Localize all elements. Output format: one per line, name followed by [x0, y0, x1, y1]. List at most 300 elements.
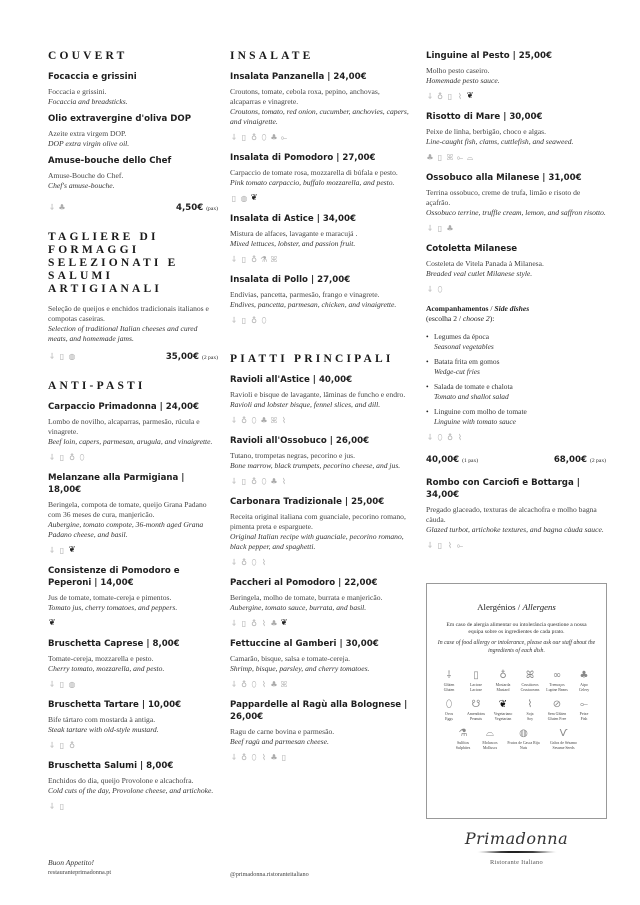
- lactose-icon: ▯: [473, 670, 479, 681]
- allergen-icons: [230, 193, 410, 204]
- allergen-legend-molluscs: [477, 727, 504, 750]
- menu-column-3: [426, 50, 606, 560]
- side-dish-item: [426, 407, 606, 426]
- allergen-icons: [426, 223, 606, 234]
- gluten-icon: ⸸: [50, 680, 54, 689]
- dish-name: Ravioli all'Ossobuco | 26,00€: [230, 436, 370, 446]
- sulphites-icon: ⚗: [260, 255, 268, 264]
- allergen-label-pt: Amendoins: [467, 712, 485, 717]
- mustard-icon: ♁: [69, 453, 75, 462]
- lactose-icon: ▯: [447, 92, 453, 101]
- egg-icon: ⬯: [261, 133, 267, 142]
- soy-icon: ⌇: [282, 416, 286, 425]
- allergen-legend-peanuts: [463, 698, 490, 721]
- lactose-icon: ▯: [437, 153, 443, 162]
- mustard-icon: ♁: [251, 255, 257, 264]
- dish-name: Paccheri al Pomodoro | 22,00€: [230, 578, 378, 588]
- dish-description-pt: Tomate-cereja, mozzarella e pesto.: [48, 654, 154, 663]
- dish-description-en: Focaccia and breadsticks.: [48, 97, 128, 106]
- allergen-label-pt: Moluscos: [482, 741, 498, 746]
- dish-description-en: Shrimp, bisque, parsley, and cherry tomatoes.: [230, 664, 370, 673]
- price-value: 68,00€: [553, 455, 587, 465]
- fish-icon: ⟜: [280, 133, 288, 142]
- allergen-legend-celery: [571, 669, 598, 692]
- allergen-label-pt: Aipo: [580, 683, 588, 687]
- soy-icon: ⌇: [262, 619, 266, 628]
- fish-icon: ⟜: [456, 153, 464, 162]
- side-dish-pt: Legumes da época: [434, 332, 489, 341]
- lactose-icon: ▯: [59, 453, 65, 462]
- gluten-icon: ⸸: [50, 741, 54, 750]
- dish-item: [48, 113, 218, 149]
- dish-name: Fettuccine al Gamberi | 30,00€: [230, 639, 379, 649]
- allergen-label-pt: Sem Glúten: [547, 712, 567, 717]
- dish-item: [230, 496, 410, 568]
- menu-column-1: [48, 50, 218, 821]
- molluscs-icon: ⌓: [466, 153, 474, 162]
- mustard-icon: ♁: [251, 133, 257, 142]
- gluten-icon: ⸸: [50, 802, 54, 811]
- dish-description-en: Ossobuco terrine, truffle cream, lemon, and saffron risotto.: [426, 208, 606, 217]
- mustard-icon: ♁: [447, 433, 453, 442]
- mustard-icon: ♁: [251, 619, 257, 628]
- dish-name: Linguine al Pesto | 25,00€: [426, 51, 552, 61]
- allergen-label-en: Sulphites: [455, 745, 471, 750]
- allergens-grid: [435, 669, 598, 751]
- dish-name: Amuse-bouche dello Chef: [48, 156, 172, 166]
- dish-description-en: Mixed lettuces, lobster, and passion fruit.: [230, 239, 356, 248]
- allergen-label-en: Soy: [526, 716, 534, 721]
- price-2-pax: [554, 455, 606, 465]
- nuts-icon: ◍: [519, 728, 528, 740]
- celery-icon: ♣: [270, 477, 278, 486]
- dish-description-pt: Ragu de carne bovina e parmesão.: [230, 727, 335, 736]
- dish-description-pt: Beringela, compota de tomate, queijo Grana Padano com 36 meses de cura, manjericão.: [48, 500, 207, 519]
- allergen-icons: [230, 132, 410, 143]
- dish-description-pt: Jus de tomate, tomate-cereja e pimentos.: [48, 593, 172, 602]
- dish-description-en: Cherry tomato, mozzarella, and pesto.: [48, 664, 165, 673]
- section-title-antipasti: ANTI-PASTI: [48, 380, 146, 392]
- celery-icon: ♣: [270, 619, 278, 628]
- allergen-legend-fish: [571, 698, 598, 721]
- celery-icon: ♣: [58, 203, 66, 212]
- dish-item: [426, 243, 606, 295]
- crustaceans-icon: ꕤ: [280, 680, 288, 689]
- egg-icon: ⬯: [437, 433, 443, 442]
- side-choose-en: choose 2: [462, 314, 490, 323]
- mustard-icon: ♁: [241, 558, 247, 567]
- gluten-icon: ⸸: [232, 619, 236, 628]
- dish-description-pt: Seleção de queijos e enchidos tradicionais italianos e compotas caseiras.: [48, 304, 209, 323]
- gluten-icon: ⸸: [50, 453, 54, 462]
- allergen-label-en: Lactose: [469, 687, 483, 692]
- vegetarian-icon: ❦: [280, 618, 288, 628]
- dish-name: Ossobuco alla Milanese | 31,00€: [426, 173, 582, 183]
- gluten-icon: ⸸: [50, 203, 54, 212]
- lactose-icon: ▯: [437, 541, 443, 550]
- lactose-icon: ▯: [59, 741, 65, 750]
- soy-icon: ⌇: [448, 541, 452, 550]
- allergen-legend-gluten-free: [544, 698, 571, 721]
- side-dishes-heading-pt: Acompanhamentos: [426, 304, 489, 313]
- dish-description-en: Line-caught fish, clams, cuttlefish, and seaweed.: [426, 137, 574, 146]
- allergen-label-en: Nuts: [519, 745, 528, 750]
- mustard-icon: ♁: [69, 741, 75, 750]
- mustard-icon: ♁: [241, 680, 247, 689]
- celery-icon: ♣: [426, 153, 434, 162]
- allergen-icons: [230, 415, 410, 426]
- price-value: 35,00€: [165, 352, 199, 362]
- allergen-icons: [230, 557, 410, 568]
- dish-description-en: Beef loin, capers, parmesan, arugula, and vinaigrette.: [48, 437, 213, 446]
- celery-icon: ♣: [260, 416, 268, 425]
- soy-icon: ⌇: [262, 680, 266, 689]
- allergen-label-en: Crustaceans: [520, 687, 540, 692]
- egg-icon: ⬯: [251, 558, 257, 567]
- dish-description-pt: Croutons, tomate, cebola roxa, pepino, anchovas, alcaparras e vinagrete.: [230, 87, 380, 106]
- dish-description-en: Aubergine, tomato compote, 36-month aged Grana Padano cheese, and basil.: [48, 520, 204, 539]
- dish-name: Insalata di Pomodoro | 27,00€: [230, 153, 376, 163]
- dish-description-pt: Molho pesto caseiro.: [426, 66, 490, 75]
- allergen-label-pt: Mostarda: [495, 683, 511, 687]
- vegetarian-icon: ❦: [68, 545, 76, 555]
- side-dish-item: [426, 357, 606, 376]
- couvert-price-row: [48, 197, 218, 213]
- dish-item: [230, 374, 410, 426]
- footer-website[interactable]: restauranteprimadonna.pt: [48, 869, 112, 876]
- dish-item: [426, 50, 606, 102]
- sulphites-icon: ⚗: [458, 728, 468, 740]
- allergen-label-pt: Peixe: [579, 712, 589, 717]
- dish-item: [48, 401, 218, 463]
- dish-name: Insalata Panzanella | 24,00€: [230, 72, 367, 82]
- couvert-price: [176, 203, 218, 213]
- side-dish-item: [426, 382, 606, 401]
- gluten-free-icon: ⊘: [552, 699, 562, 711]
- dish-name: Insalata di Astice | 34,00€: [230, 214, 356, 224]
- allergen-legend-sesame: [544, 727, 584, 750]
- dish-item: [48, 472, 218, 556]
- dish-item: [230, 577, 410, 629]
- dish-description-pt: Terrina ossobuco, creme de trufa, limão e risoto de açafrão.: [426, 188, 581, 207]
- dish-description-en: Bone marrow, black trumpets, pecorino cheese, and jus.: [230, 461, 401, 470]
- allergen-label-pt: Frutos de Casca Rija: [507, 741, 540, 746]
- side-dishes-heading: Acompanhamentos / Side dishes (escolha 2 / choose 2):: [426, 304, 530, 323]
- soy-icon: ⌇: [262, 753, 266, 762]
- allergen-legend-lactose: [463, 669, 490, 692]
- logo-wordmark: Primadonna: [464, 829, 569, 848]
- allergen-icons: [48, 740, 218, 751]
- dish-item: [230, 152, 410, 204]
- side-dish-en: Tomato and shallot salad: [434, 391, 509, 401]
- dish-description-pt: Endívias, pancetta, parmesão, frango e vinagrete.: [230, 290, 380, 299]
- dish-description-en: Chef's amuse-bouche.: [48, 181, 115, 190]
- dish-name: Cotoletta Milanese: [426, 244, 518, 254]
- gluten-icon: ⸸: [428, 92, 432, 101]
- vegetarian-icon: ❦: [48, 618, 56, 628]
- dish-item: [426, 111, 606, 163]
- crustaceans-icon: ꕤ: [446, 153, 454, 162]
- gluten-icon: ⸸: [232, 558, 236, 567]
- price-note: (1 pax): [462, 458, 479, 464]
- gluten-icon: ⸸: [428, 285, 432, 294]
- mustard-icon: ♁: [437, 92, 443, 101]
- dish-name: Bruschetta Tartare | 10,00€: [48, 700, 182, 710]
- dish-item: [230, 435, 410, 487]
- taglieri-price-row: [48, 346, 218, 362]
- side-dish-pt: Salada de tomate e chalota: [434, 382, 513, 391]
- dish-name: Focaccia e grissini: [48, 72, 137, 82]
- dish-name: Melanzane alla Parmigiana | 18,00€: [48, 473, 185, 495]
- gluten-icon: ⸸: [232, 477, 236, 486]
- allergen-label-en: Gluten Free: [547, 716, 567, 721]
- gluten-icon: ⸸: [428, 224, 432, 233]
- allergens-title-pt: Alergénios /: [477, 602, 523, 612]
- dish-name: Pappardelle al Ragù alla Bolognese | 26,00€: [230, 700, 408, 722]
- mustard-icon: ♁: [241, 753, 247, 762]
- dish-name: Insalata di Pollo | 27,00€: [230, 275, 351, 285]
- celery-icon: ♣: [270, 680, 278, 689]
- nuts-icon: ◍: [240, 194, 248, 203]
- fish-icon: ⟜: [580, 699, 588, 711]
- dish-description-pt: Mistura de alfaces, lavagante e maracujá .: [230, 229, 358, 238]
- dish-item: [48, 638, 218, 690]
- egg-icon: ⬯: [251, 753, 257, 762]
- allergen-label-pt: Vegetariano: [493, 712, 513, 717]
- side-dish-en: Linguine with tomato sauce: [434, 416, 516, 426]
- vegetarian-icon: ❦: [250, 193, 258, 203]
- restaurant-logo: [426, 830, 607, 866]
- dish-description-en: Original Italian recipe with guanciale, pecorino romano, black pepper, and spaghetti.: [230, 532, 404, 551]
- lactose-icon: ▯: [59, 546, 65, 555]
- allergen-label-pt: Grãos de Sésamo: [549, 741, 577, 746]
- dish-description-pt: Costeleta de Vitela Panada à Milanesa.: [426, 259, 544, 268]
- side-dish-en: Seasonal vegetables: [434, 341, 494, 351]
- gluten-icon: ⸸: [232, 416, 236, 425]
- allergen-icons: [48, 545, 218, 556]
- allergen-legend-egg: [436, 698, 463, 721]
- soy-icon: ⌇: [282, 477, 286, 486]
- dish-description-en: Endives, pancetta, parmesan, chicken, and vinaigrette.: [230, 300, 397, 309]
- allergen-label-en: Molluscs: [482, 745, 498, 750]
- dish-description-pt: Foccacia e grissini.: [48, 87, 107, 96]
- side-choose-pt: (escolha 2 /: [426, 314, 463, 323]
- gluten-icon: ⸸: [232, 753, 236, 762]
- allergen-icons: [230, 476, 410, 487]
- allergen-icons: [426, 284, 606, 295]
- lactose-icon: ▯: [281, 753, 287, 762]
- dish-description-pt: Camarão, bisque, salsa e tomate-cereja.: [230, 654, 350, 663]
- celery-icon: ♣: [579, 670, 589, 681]
- dish-item: [48, 71, 218, 107]
- dish-description-pt: Azeite extra virgem DOP.: [48, 129, 127, 138]
- lupin-icon: ∞: [552, 670, 562, 681]
- price-note: (pax): [206, 206, 218, 212]
- section-title-insalate: INSALATE: [230, 50, 314, 62]
- crustaceans-icon: ꕤ: [270, 416, 278, 425]
- allergens-title-en: Allergens: [522, 602, 556, 612]
- egg-icon: ⬯: [437, 285, 443, 294]
- allergen-legend-gluten: [436, 669, 463, 692]
- dish-description-en: Breaded veal cutlet Milanese style.: [426, 269, 533, 278]
- price-value: 4,50€: [176, 203, 204, 213]
- vegetarian-icon: ❦: [466, 91, 474, 101]
- dish-item: [48, 699, 218, 751]
- dish-description-pt: Bife tártaro com mostarda à antiga.: [48, 715, 156, 724]
- dish-description-pt: Peixe de linha, berbigão, choco e algas.: [426, 127, 546, 136]
- allergens-notice-pt: Em caso de alergia alimentar ou intolerância questione a nossa equipa sobre os ingredientes de cada prato.: [446, 622, 587, 635]
- egg-icon: ⬯: [261, 477, 267, 486]
- dish-name: Bruschetta Caprese | 8,00€: [48, 639, 180, 649]
- allergen-label-pt: Sulfitos: [456, 741, 470, 746]
- allergen-label-pt: Tremoços: [549, 683, 565, 687]
- dish-description-en: Glazed turbot, artichoke textures, and bagna càuda sauce.: [426, 525, 604, 534]
- soy-icon: ⌇: [527, 699, 533, 711]
- allergen-icons: [48, 679, 218, 690]
- allergen-legend-crustaceans: [517, 669, 544, 692]
- peanuts-icon: ☋: [471, 699, 481, 711]
- side-choose-end: ):: [489, 314, 495, 323]
- allergen-icons: [426, 432, 606, 443]
- gluten-icon: ⸸: [232, 316, 236, 325]
- lactose-icon: ▯: [241, 255, 247, 264]
- price-note: (2 pax): [590, 458, 606, 464]
- fish-icon: ⟜: [456, 541, 464, 550]
- allergen-legend-mustard: [490, 669, 517, 692]
- lactose-icon: ▯: [241, 619, 247, 628]
- celery-icon: ♣: [270, 753, 278, 762]
- celery-icon: ♣: [270, 133, 278, 142]
- dish-name: Risotto di Mare | 30,00€: [426, 112, 543, 122]
- allergen-icons: [426, 152, 606, 163]
- lactose-icon: ▯: [241, 316, 247, 325]
- allergen-icons: [48, 801, 218, 812]
- allergen-icons: [230, 679, 410, 690]
- dish-item: [426, 172, 606, 234]
- allergen-icons: [230, 752, 410, 763]
- gluten-icon: ⸸: [446, 670, 452, 681]
- mustard-icon: ♁: [251, 477, 257, 486]
- nuts-icon: ◍: [68, 352, 76, 361]
- dish-name: Rombo con Carciofi e Bottarga | 34,00€: [426, 478, 580, 500]
- allergen-label-en: Lupine Beans: [546, 687, 568, 692]
- allergen-icons: [230, 315, 410, 326]
- allergen-icons: [230, 254, 410, 265]
- sesame-icon: Ѵ: [559, 728, 568, 740]
- dish-description-pt: Receita original italiana com guanciale, pecorino romano, pimenta preta e esparguete.: [230, 512, 406, 531]
- dish-rombo: [426, 477, 606, 551]
- allergen-icons: [230, 618, 410, 629]
- dish-description-pt: Enchidos do dia, queijo Provolone e alcachofra.: [48, 776, 194, 785]
- dish-name: Ravioli all'Astice | 40,00€: [230, 375, 353, 385]
- allergen-legend-sulphites: [450, 727, 477, 750]
- lactose-icon: ▯: [59, 680, 65, 689]
- allergen-label-en: Mustard: [496, 687, 510, 692]
- dish-description-en: Homemade pesto sauce.: [426, 76, 500, 85]
- allergen-icons: [48, 452, 218, 463]
- allergen-legend-nuts: [504, 727, 544, 750]
- menu-column-2: [230, 50, 410, 772]
- price-1-pax: [426, 455, 478, 465]
- dish-name: Carpaccio Primadonna | 24,00€: [48, 402, 199, 412]
- cotoletta-prices: [426, 455, 606, 465]
- mustard-icon: ♁: [241, 416, 247, 425]
- footer-instagram[interactable]: @primadonna.ristoranteitaliano: [230, 871, 309, 878]
- dish-description-en: Beef ragù and parmesan cheese.: [230, 737, 329, 746]
- egg-icon: ⬯: [445, 699, 453, 711]
- gluten-icon: ⸸: [428, 433, 432, 442]
- gluten-icon: ⸸: [428, 541, 432, 550]
- mustard-icon: ♁: [499, 670, 507, 681]
- allergen-label-en: Gluten: [443, 687, 455, 692]
- celery-icon: ♣: [446, 224, 454, 233]
- allergen-label-en: Sesame Seeds: [552, 745, 575, 750]
- dish-item: [230, 213, 410, 265]
- nuts-icon: ◍: [68, 680, 76, 689]
- section-title-piatti-principali: PIATTI PRINCIPALI: [230, 353, 394, 365]
- lactose-icon: ▯: [437, 224, 443, 233]
- dish-description-en: DOP extra virgin olive oil.: [48, 139, 130, 148]
- dish-item: [230, 699, 410, 763]
- dish-name: Carbonara Tradizionale | 25,00€: [230, 497, 385, 507]
- logo-subtitle: Ristorante Italiano: [489, 859, 544, 866]
- dish-description-pt: Amuse-Bouche do Chef.: [48, 171, 124, 180]
- dish-description-en: Cold cuts of the day, Provolone cheese, and artichoke.: [48, 786, 214, 795]
- dish-item: [230, 638, 410, 690]
- dish-name: Olio extravergine d'oliva DOP: [48, 114, 192, 124]
- allergen-label-en: Vegetarian: [494, 716, 512, 721]
- lactose-icon: ▯: [59, 352, 65, 361]
- side-dish-pt: Linguine com molho de tomate: [434, 407, 527, 416]
- crustaceans-icon: ꕤ: [525, 670, 535, 681]
- dish-description-pt: Ravioli e bisque de lavagante, lâminas de funcho e endro.: [230, 390, 406, 399]
- dish-description-en: Steak tartare with old-style mustard.: [48, 725, 159, 734]
- dish-description-en: Ravioli and lobster bisque, fennel slices, and dill.: [230, 400, 381, 409]
- soy-icon: ⌇: [262, 558, 266, 567]
- section-title-taglieri: TAGLIERE DI FORMAGGI SELEZIONATI E SALUMI ARTIGIANALI: [48, 231, 179, 295]
- allergens-title: [435, 602, 598, 612]
- gluten-icon: ⸸: [50, 546, 54, 555]
- allergen-icons: [48, 618, 218, 629]
- gluten-icon: ⸸: [232, 680, 236, 689]
- soy-icon: ⌇: [458, 92, 462, 101]
- egg-icon: ⬯: [261, 316, 267, 325]
- dish-item: [48, 155, 218, 191]
- side-dish-en: Wedge-cut fries: [434, 366, 480, 376]
- side-dishes-heading-en: Side dishes: [494, 304, 530, 313]
- allergens-legend: [426, 583, 607, 819]
- dish-description-pt: Lombo de novilho, alcaparras, parmesão, rúcula e vinagrete.: [48, 417, 200, 436]
- side-dishes-list: [426, 332, 606, 426]
- gluten-icon: ⸸: [50, 352, 54, 361]
- gluten-icon: ⸸: [232, 255, 236, 264]
- allergen-label-en: Celery: [578, 687, 590, 692]
- egg-icon: ⬯: [251, 416, 257, 425]
- dish-description-en: Selection of traditional Italian cheeses and cured meats, and homemade jams.: [48, 324, 198, 343]
- allergens-notice-en: In case of food allergy or intolerance, please ask our staff about the ingredients of each dish.: [437, 640, 596, 654]
- dish-name: Bruschetta Salumi | 8,00€: [48, 761, 174, 771]
- section-title-couvert: COUVERT: [48, 50, 128, 62]
- side-dish-item: [426, 332, 606, 351]
- lactose-icon: ▯: [59, 802, 65, 811]
- vegetarian-icon: ❦: [498, 699, 508, 711]
- dish-description-pt: Carpaccio de tomate rosa, mozzarella di búfala e pesto.: [230, 168, 398, 177]
- logo-swoosh: [477, 851, 557, 853]
- mustard-icon: ♁: [251, 316, 257, 325]
- dish-description-en: Aubergine, tomato sauce, burrata, and basil.: [230, 603, 367, 612]
- allergen-label-pt: Glúten: [443, 683, 455, 687]
- taglieri-price: [166, 352, 218, 362]
